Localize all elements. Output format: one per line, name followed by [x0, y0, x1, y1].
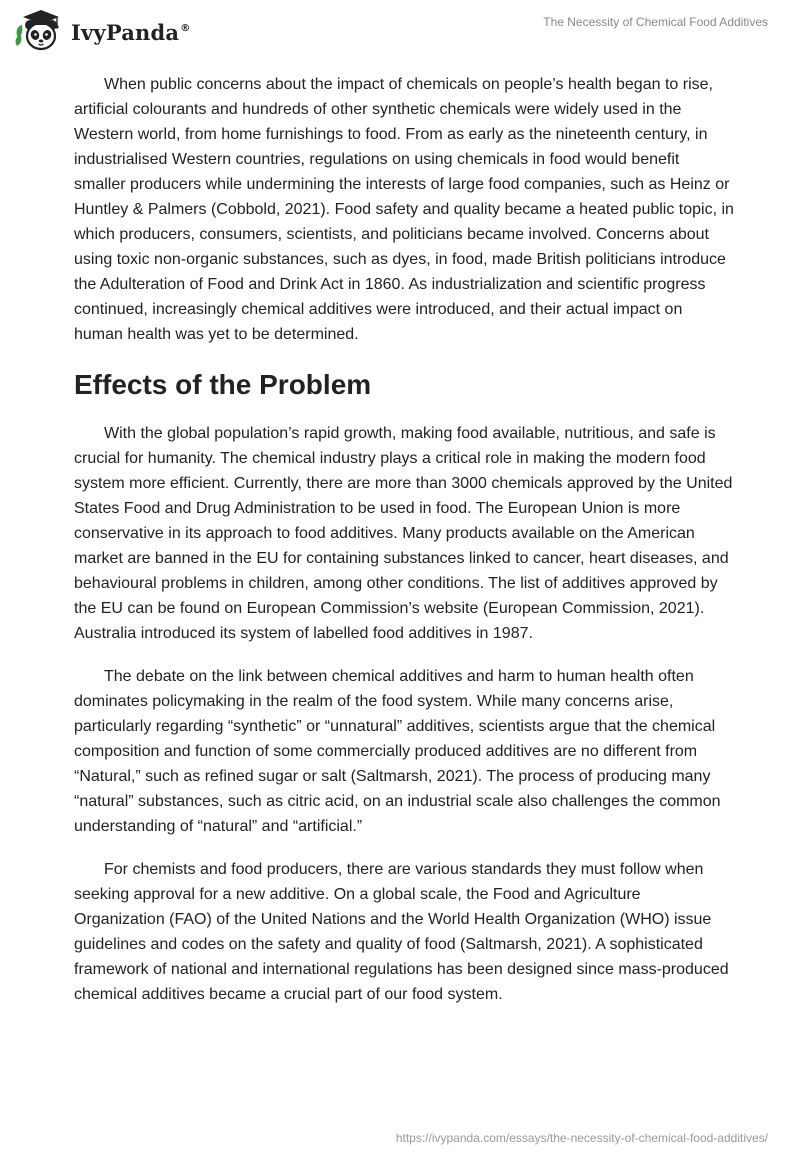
- paragraph-2: With the global population’s rapid growth, making food available, nutritious, and safe is crucial for humanity. The chemical industry plays a critical role in making the modern food system more efficient. Currently, there are more than 3000 chemicals approved by the United States Food and Drug Administration to be used in food. The European Union is more conservative in its approach to food additives. Many products available on the American market are banned in the EU for containing substances linked to cancer, heart diseases, and behavioural problems in children, among other conditions. The list of additives approved by the EU can be found on European Commission’s website (European Commission, 2021). Australia introduced its system of labelled food additives in 1987.: [74, 425, 733, 642]
- registered-mark: ®: [180, 22, 191, 34]
- ivypanda-logo[interactable]: [14, 8, 190, 52]
- document-title: The Necessity of Chemical Food Additives: [543, 15, 768, 29]
- page-header: [0, 0, 800, 60]
- paragraph-3: The debate on the link between chemical additives and harm to human health often dominates policymaking in the realm of the food system. While many concerns arise, particularly regarding “synthetic” or “unnatural” additives, scientists argue that the chemical composition and function of some commercially produced additives are no different from “Natural,” such as refined sugar or salt (Saltmarsh, 2021). The process of producing many “natural” substances, such as citric acid, on an industrial scale also challenges the common understanding of “natural” and “artificial.”: [74, 668, 721, 835]
- paragraph-1: When public concerns about the impact of chemicals on people’s health began to rise, artificial colourants and hundreds of other synthetic chemicals were widely used in the Western world, from home furnishings to food. From as early as the nineteenth century, in industrialised Western countries, regulations on using chemicals in food would benefit smaller producers while undermining the interests of large food companies, such as Heinz or Huntley & Palmers (Cobbold, 2021). Food safety and quality became a heated public topic, in which producers, consumers, scientists, and politicians became involved. Concerns about using toxic non-organic substances, such as dyes, in food, made British politicians introduce the Adulteration of Food and Drink Act in 1860. As industrialization and scientific progress continued, increasingly chemical additives were introduced, and their actual impact on human health was yet to be determined.: [74, 76, 734, 343]
- section-heading-effects: Effects of the Problem: [74, 369, 372, 400]
- essay-content: [74, 72, 734, 1025]
- brand-text: IvyPanda: [71, 19, 180, 45]
- source-url[interactable]: https://ivypanda.com/essays/the-necessity-of-chemical-food-additives/: [395, 1131, 768, 1145]
- paragraph-4: For chemists and food producers, there are various standards they must follow when seeking approval for a new additive. On a global scale, the Food and Agriculture Organization (FAO) of the United Nations and the World Health Organization (WHO) issue guidelines and codes on the safety and quality of food (Saltmarsh, 2021). A sophisticated framework of national and international regulations has been designed since mass-produced chemical additives became a crucial part of our food system.: [74, 861, 729, 1003]
- panda-graduate-logo-icon: [14, 8, 66, 52]
- brand-name: [71, 20, 190, 45]
